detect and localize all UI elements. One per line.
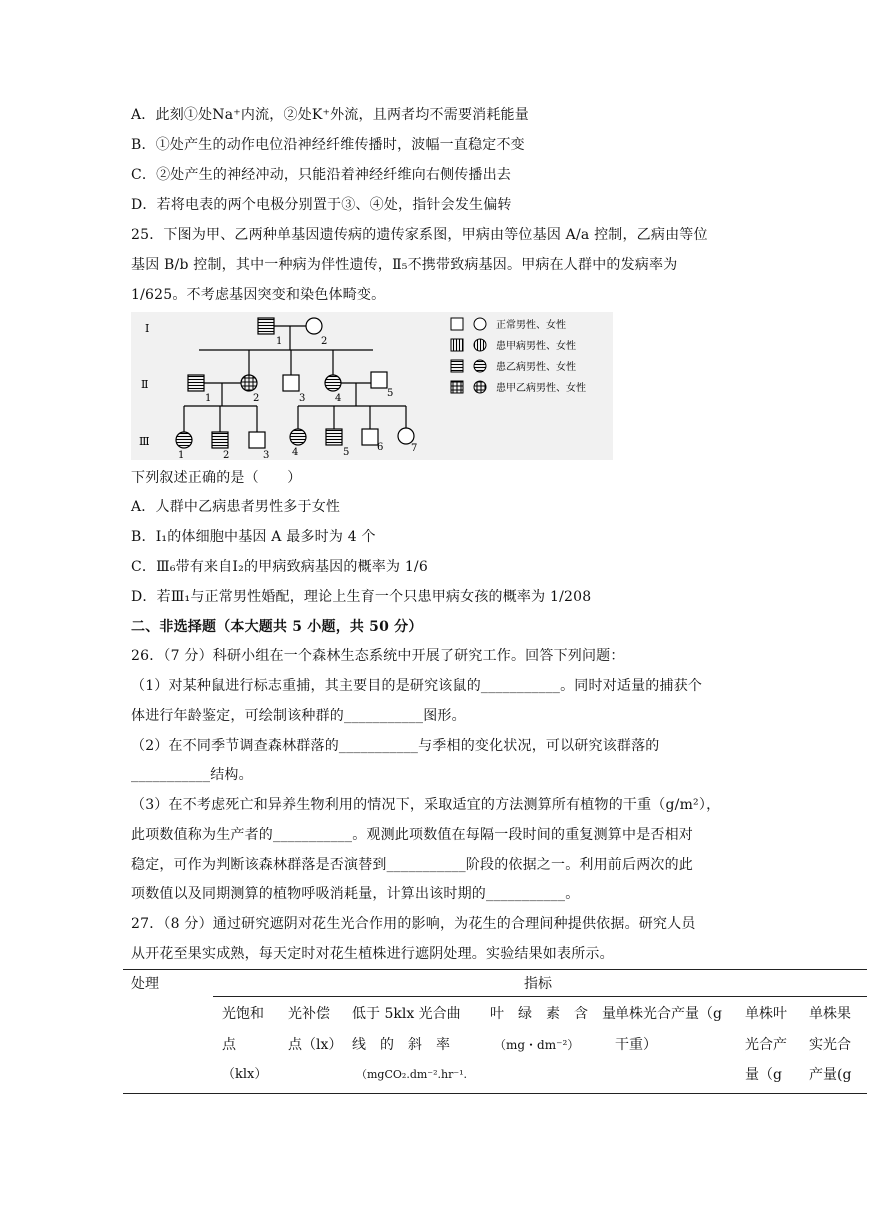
- table-col-leaf-yield-3: 量（g: [745, 1067, 782, 1083]
- legend-normal: 正常男性、女性: [496, 320, 566, 331]
- pedigree-III6-number: 6: [377, 442, 384, 453]
- q27-line-2: 从开花至果实成熟，每天定时对花生植株进行遮阴处理。实验结果如表所示。: [131, 946, 614, 962]
- generation-label-1: Ⅰ: [145, 322, 150, 335]
- table-col-plant-yield-2: 干重）: [615, 1037, 657, 1053]
- table-col-fruit-yield-2: 实光合: [809, 1037, 851, 1053]
- pedigree-II5-number: 5: [387, 388, 394, 399]
- table-col-light-saturation-2: 点: [222, 1037, 236, 1053]
- table-sub-rule: [213, 996, 867, 997]
- pedigree-I1-male-yi: [258, 318, 274, 334]
- q24-option-d: D．若将电表的两个电极分别置于③、④处，指针会发生偏转: [131, 197, 512, 213]
- pedigree-III4-number: 4: [292, 447, 299, 458]
- q26-line-1: 26．（7 分）科研小组在一个森林生态系统中开展了研究工作。回答下列问题：: [131, 648, 625, 664]
- pedigree-II4-female-yi: [325, 375, 341, 391]
- pedigree-III1-female-yi: [176, 432, 192, 448]
- table-col-light-saturation-3: （klx）: [222, 1067, 268, 1082]
- pedigree-III7-female-normal: [398, 428, 414, 444]
- pedigree-III5-male-yi: [326, 429, 342, 445]
- table-bottom-rule: [123, 1093, 867, 1094]
- pedigree-III1-number: 1: [178, 450, 185, 460]
- table-header-treatment: 处理: [131, 976, 159, 992]
- q26-line-3: 体进行年龄鉴定，可绘制该种群的___________图形。: [131, 708, 466, 724]
- q25-option-c: C．Ⅲ₆带有来自Ⅰ₂的甲病致病基因的概率为 1/6: [131, 559, 428, 575]
- q26-line-4: （2）在不同季节调查森林群落的___________与季相的变化状况，可以研究该群落的: [131, 738, 660, 754]
- pedigree-III4-female-yi: [290, 429, 306, 445]
- table-col-slope-1: 低于 5klx 光合曲: [352, 1006, 461, 1022]
- pedigree-II3-number: 3: [299, 393, 306, 404]
- legend-jiayi: 患甲乙病男性、女性: [496, 383, 586, 394]
- table-col-chlorophyll-2: （mg・dm⁻²）: [494, 1038, 580, 1052]
- q25-question: 下列叙述正确的是（ ）: [131, 470, 302, 486]
- table-col-light-saturation-1: 光饱和: [222, 1006, 264, 1022]
- section-title: 二、非选择题（本大题共 5 小题，共 50 分）: [131, 619, 423, 635]
- q26-line-6: （3）在不考虑死亡和异养生物利用的情况下，采取适宜的方法测算所有植物的干重（g/m²），: [131, 797, 721, 813]
- pedigree-II4-number: 4: [335, 393, 342, 404]
- table-col-fruit-yield-1: 单株果: [809, 1006, 851, 1022]
- table-col-chlorophyll-1: 叶 绿 素 含 量: [490, 1006, 616, 1022]
- pedigree-I1-number: 1: [276, 336, 283, 347]
- pedigree-I2-number: 2: [321, 336, 328, 347]
- q26-line-8: 稳定，可作为判断该森林群落是否演替到___________阶段的依据之一。利用前后两次的此: [131, 857, 693, 873]
- pedigree-II5-male-normal: [371, 372, 387, 388]
- pedigree-III6-male-normal: [362, 429, 378, 445]
- pedigree-chart: [131, 312, 613, 460]
- pedigree-III5-number: 5: [343, 447, 350, 458]
- q24-option-b: B．①处产生的动作电位沿神经纤维传播时，波幅一直稳定不变: [131, 137, 525, 153]
- pedigree-II1-male-yi: [188, 375, 204, 391]
- q25-stem-line-2: 基因 B/b 控制，其中一种病为伴性遗传，Ⅱ₅不携带致病基因。甲病在人群中的发病率为: [131, 257, 678, 273]
- q26-line-5: ___________结构。: [131, 767, 253, 783]
- table-col-plant-yield-1: 单株光合产量（g: [615, 1006, 722, 1022]
- generation-label-3: Ⅲ: [139, 435, 150, 448]
- q26-line-2: （1）对某种鼠进行标志重捕，其主要目的是研究该鼠的___________。同时对适量的捕获个: [131, 678, 703, 694]
- pedigree-I2-female-normal: [306, 318, 322, 334]
- table-header-index: 指标: [524, 976, 552, 992]
- table-top-rule: [123, 969, 867, 970]
- pedigree-III7-number: 7: [411, 443, 418, 454]
- q25-option-b: B．Ⅰ₁的体细胞中基因 A 最多时为 4 个: [131, 529, 376, 545]
- pedigree-III2-male-yi: [212, 432, 228, 448]
- table-col-slope-2: 线 的 斜 率: [352, 1037, 450, 1053]
- q25-stem-line-1: 25．下图为甲、乙两种单基因遗传病的遗传家系图，甲病由等位基因 A/a 控制，乙病由等位: [131, 227, 708, 243]
- pedigree-III3-male-normal: [249, 432, 265, 448]
- q27-line-1: 27．（8 分）通过研究遮阴对花生光合作用的影响，为花生的合理间种提供依据。研究人员: [131, 916, 696, 932]
- q24-option-a: A．此刻①处Na⁺内流，②处K⁺外流，且两者均不需要消耗能量: [131, 107, 529, 123]
- q26-line-9: 项数值以及同期测算的植物呼吸消耗量，计算出该时期的___________。: [131, 886, 580, 902]
- pedigree-II2-female-jiayi: [241, 375, 257, 391]
- pedigree-III2-number: 2: [223, 450, 230, 460]
- q25-stem-line-3: 1/625。不考虑基因突变和染色体畸变。: [131, 287, 386, 303]
- q24-option-c: C．②处产生的神经冲动，只能沿着神经纤维向右侧传播出去: [131, 167, 512, 183]
- q25-option-d: D．若Ⅲ₁与正常男性婚配，理论上生育一个只患甲病女孩的概率为 1/208: [131, 589, 592, 605]
- pedigree-II2-number: 2: [253, 393, 260, 404]
- generation-label-2: Ⅱ: [141, 378, 149, 391]
- table-col-leaf-yield-1: 单株叶: [745, 1006, 787, 1022]
- table-col-slope-3: （mgCO₂.dm⁻².hr⁻¹.: [356, 1068, 468, 1081]
- table-col-fruit-yield-3: 产量(g: [809, 1067, 852, 1083]
- legend-jia: 患甲病男性、女性: [496, 341, 576, 352]
- table-col-compensation-1: 光补偿: [288, 1006, 330, 1022]
- pedigree-II1-number: 1: [205, 393, 212, 404]
- table-col-leaf-yield-2: 光合产: [745, 1037, 787, 1053]
- pedigree-III3-number: 3: [263, 450, 270, 460]
- q26-line-7: 此项数值称为生产者的___________。观测此项数值在每隔一段时间的重复测算中是否相对: [131, 827, 693, 843]
- q25-option-a: A．人群中乙病患者男性多于女性: [131, 499, 341, 515]
- pedigree-II3-male-normal: [283, 375, 299, 391]
- table-col-compensation-2: 点（lx）: [288, 1037, 343, 1053]
- legend-yi: 患乙病男性、女性: [496, 362, 576, 373]
